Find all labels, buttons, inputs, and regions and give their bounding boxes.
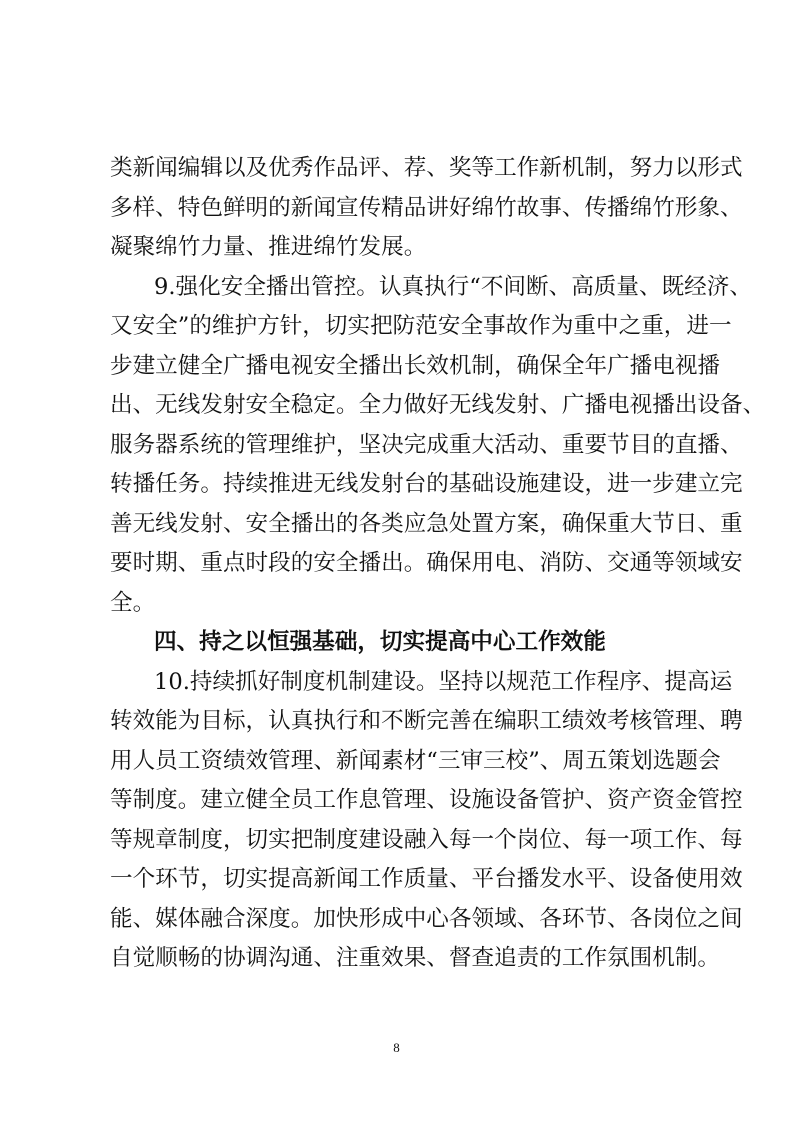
paragraph-line: 善无线发射、安全播出的各类应急处置方案，确保重大节日、重 (110, 511, 743, 537)
paragraph-line: 等制度。建立健全员工作息管理、设施设备管护、资产资金管控 (110, 787, 743, 813)
paragraph-line: 等规章制度，切实把制度建设融入每一个岗位、每一项工作、每 (110, 827, 743, 853)
paragraph-line: 10.持续抓好制度机制建设。坚持以规范工作程序、提高运 (154, 669, 733, 695)
paragraph-line: 多样、特色鲜明的新闻宣传精品讲好绵竹故事、传播绵竹形象、 (110, 195, 743, 221)
paragraph-line: 自觉顺畅的协调沟通、注重效果、督查追责的工作氛围机制。 (110, 945, 721, 971)
page-number: 8 (393, 1040, 400, 1055)
paragraph-line: 一个环节，切实提高新闻工作质量、平台播发水平、设备使用效 (110, 866, 743, 892)
paragraph-line: 能、媒体融合深度。加快形成中心各领域、各环节、各岗位之间 (110, 906, 743, 932)
paragraph-line: 出、无线发射安全稳定。全力做好无线发射、广播电视播出设备、 (110, 392, 766, 418)
paragraph-line: 用人员工资绩效管理、新闻素材“三审三校”、周五策划选题会 (110, 748, 721, 774)
paragraph-line: 9.强化安全播出管控。认真执行“不间断、高质量、既经济、 (154, 274, 752, 300)
section-heading: 四、持之以恒强基础，切实提高中心工作效能 (154, 629, 606, 655)
paragraph-line: 步建立健全广播电视安全播出长效机制，确保全年广播电视播 (110, 353, 721, 379)
paragraph-line: 服务器系统的管理维护，坚决完成重大活动、重要节目的直播、 (110, 432, 743, 458)
paragraph-line: 转播任务。持续推进无线发射台的基础设施建设，进一步建立完 (110, 471, 743, 497)
paragraph-line: 转效能为目标，认真执行和不断完善在编职工绩效考核管理、聘 (110, 708, 743, 734)
paragraph-line: 要时期、重点时段的安全播出。确保用电、消防、交通等领域安 (110, 550, 743, 576)
paragraph-line: 类新闻编辑以及优秀作品评、荐、奖等工作新机制，努力以形式 (110, 155, 743, 181)
paragraph-line: 又安全”的维护方针，切实把防范安全事故作为重中之重，进一 (110, 313, 732, 339)
paragraph-line: 凝聚绵竹力量、推进绵竹发展。 (110, 234, 427, 260)
paragraph-line: 全。 (110, 590, 156, 616)
